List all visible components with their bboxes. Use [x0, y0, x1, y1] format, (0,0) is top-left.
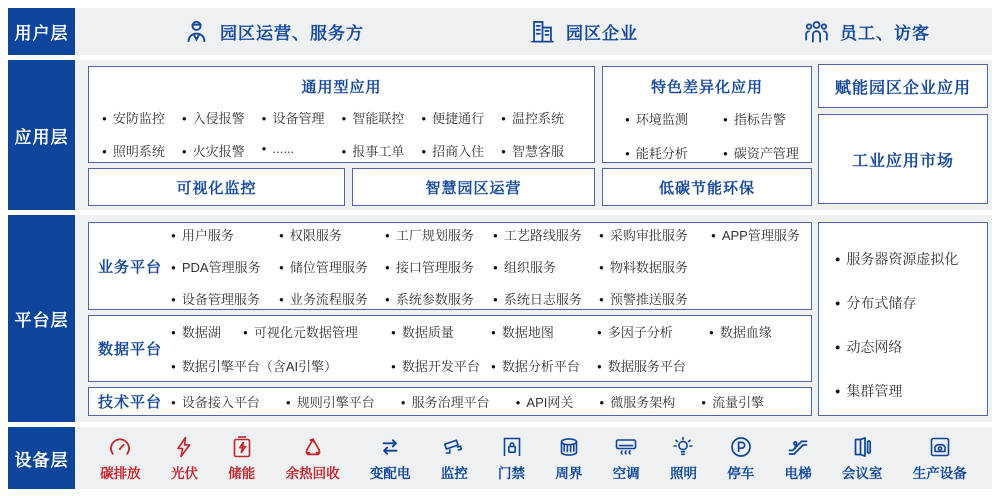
people-group-icon [803, 18, 830, 45]
perimeter-icon [556, 435, 582, 459]
layer-label-platform: 平台层 [8, 215, 75, 422]
building-icon [529, 18, 556, 45]
service-item: ● 可视化元数据管理 [243, 322, 391, 341]
device-item [441, 435, 468, 482]
item-row [603, 143, 811, 162]
service-item: ● 数据质量 [391, 322, 491, 341]
service-item: ● 分布式储存 [835, 293, 987, 313]
layer-label-user: 用户层 [8, 8, 75, 55]
device-item [100, 435, 141, 482]
service-item: ● 照明系统 [102, 141, 182, 160]
service-item: ● API网关 [516, 392, 574, 411]
platform-layer-band [8, 215, 992, 422]
service-item: ● 服务器资源虚拟化 [835, 249, 987, 269]
business-platform-box [88, 222, 812, 310]
item-row [89, 108, 594, 127]
item-row [603, 109, 811, 128]
service-item: ● 多因子分析 [597, 322, 709, 341]
service-item: ● 温控系统 [501, 108, 581, 127]
empower-enterprise-box [818, 64, 988, 108]
service-item: ● 数据分析平台 [491, 356, 597, 375]
industrial-market-label: 工业应用市场 [851, 152, 954, 170]
device-item [286, 435, 340, 482]
device-item [727, 435, 754, 482]
user-layer-groups [75, 8, 992, 55]
low-carbon-label: 低碳节能环保 [658, 179, 755, 197]
data-platform-grid [171, 316, 811, 381]
business-platform-title: 业务平台 [97, 258, 162, 276]
tech-platform-items [171, 392, 811, 411]
battery-storage-icon [229, 435, 255, 459]
service-item: ● 工厂规划服务 [385, 225, 493, 244]
user-group-label: 员工、访客 [840, 24, 930, 43]
service-item: ● 智慧客服 [501, 141, 581, 160]
service-item: ● 用户服务 [171, 225, 279, 244]
device-label: 生产设备 [912, 465, 967, 481]
service-item: ● 数据开发平台 [391, 356, 491, 375]
service-item: ● 报事工单 [342, 141, 422, 160]
smart-park-ops-label: 智慧园区运营 [425, 179, 522, 197]
service-item: ● 智能联控 [342, 108, 422, 127]
service-item: ● 入侵报警 [182, 108, 262, 127]
visual-monitoring-label: 可视化监控 [176, 179, 257, 197]
device-item [670, 435, 697, 482]
device-label: 周界 [555, 465, 583, 481]
service-item: ● 组织服务 [493, 257, 599, 276]
service-item: ● 设备管理 [262, 108, 342, 127]
general-apps-title: 通用型应用 [301, 79, 382, 96]
service-item: ● 工艺路线服务 [493, 225, 599, 244]
empower-enterprise-label: 赋能园区企业应用 [834, 79, 971, 97]
service-item: ● APP管理服务 [711, 225, 811, 244]
service-item: ● 数据地图 [491, 322, 597, 341]
service-item: ● 业务流程服务 [279, 289, 385, 308]
escalator-icon [785, 435, 811, 459]
device-label: 变配电 [369, 465, 411, 481]
service-item: ● 碳资产管理 [723, 143, 811, 162]
service-item: ● 招商入住 [421, 141, 501, 160]
service-item: ● 安防监控 [102, 108, 182, 127]
infrastructure-box [818, 222, 988, 416]
tech-platform-box [88, 387, 812, 416]
tech-platform-title: 技术平台 [97, 394, 162, 411]
service-item: ● 规则引擎平台 [286, 392, 375, 411]
device-label: 碳排放 [100, 465, 141, 481]
service-item: ● PDA管理服务 [171, 257, 279, 276]
device-item [228, 435, 255, 482]
device-item [370, 435, 411, 482]
device-label: 空调 [612, 465, 640, 481]
user-group [529, 18, 638, 45]
service-item: ● 预警推送服务 [599, 289, 711, 308]
low-carbon-box [602, 168, 812, 206]
service-item: ● 系统参数服务 [385, 289, 493, 308]
device-label: 停车 [727, 465, 755, 481]
machine-icon [927, 435, 953, 459]
visual-monitoring-box [88, 168, 345, 206]
service-item: ● 集群管理 [835, 381, 987, 401]
device-item [842, 435, 883, 482]
service-item: ● ...... [262, 141, 342, 160]
service-item: ● 数据服务平台 [597, 356, 709, 375]
device-item [498, 435, 525, 482]
user-group [183, 18, 364, 45]
data-platform-box [88, 315, 812, 382]
service-item: ● 数据湖 [171, 322, 243, 341]
user-group [803, 18, 930, 45]
user-group-label: 园区运营、服务方 [220, 24, 364, 43]
device-item [785, 435, 812, 482]
service-item: ● 物料数据服务 [599, 257, 711, 276]
service-item: ● 能耗分析 [625, 143, 723, 162]
device-label: 储能 [228, 465, 256, 481]
service-item: ● 接口管理服务 [385, 257, 493, 276]
service-item: ● 流量引擎 [701, 392, 764, 411]
recycle-icon [300, 435, 326, 459]
parking-icon [728, 435, 754, 459]
service-item: ● 服务治理平台 [401, 392, 490, 411]
service-item: ● 储位管理服务 [279, 257, 385, 276]
transfer-arrows-icon [377, 435, 403, 459]
device-item [555, 435, 582, 482]
business-platform-grid [171, 223, 811, 309]
cctv-icon [441, 435, 467, 459]
service-item: ● 采购审批服务 [599, 225, 711, 244]
light-icon [670, 435, 696, 459]
service-item: ● 微服务架构 [599, 392, 675, 411]
service-item: ● 设备管理服务 [171, 289, 279, 308]
device-item [613, 435, 640, 482]
smart-park-ops-box [352, 168, 595, 206]
device-label: 门禁 [498, 465, 526, 481]
service-item: ● 数据血缘 [709, 322, 811, 341]
service-item: ● 便捷通行 [421, 108, 501, 127]
device-label: 余热回收 [285, 465, 340, 481]
general-apps-grid [89, 108, 594, 160]
gauge-icon [107, 435, 133, 459]
device-label: 光伏 [170, 465, 198, 481]
special-apps-box [602, 66, 812, 163]
service-item: ● 数据引擎平台（含AI引擎） [171, 356, 391, 375]
device-label: 监控 [440, 465, 468, 481]
infrastructure-list [819, 223, 987, 401]
device-item [171, 435, 198, 482]
layer-label-app: 应用层 [8, 60, 75, 210]
service-item: ● 火灾报警 [182, 141, 262, 160]
app-layer-band [8, 60, 992, 210]
device-item [913, 435, 967, 482]
worker-icon [183, 18, 210, 45]
device-layer-band [8, 427, 992, 489]
user-layer-band [8, 8, 992, 55]
service-item [711, 289, 811, 308]
device-label: 电梯 [784, 465, 812, 481]
meeting-room-icon [849, 435, 875, 459]
device-label: 照明 [669, 465, 697, 481]
service-item [711, 257, 811, 276]
device-label: 会议室 [841, 465, 883, 481]
service-item: ● 动态网络 [835, 337, 987, 357]
item-row [89, 141, 594, 160]
device-layer-items [75, 427, 992, 489]
general-apps-box [88, 66, 595, 163]
service-item: ● 指标告警 [723, 109, 811, 128]
layer-label-device: 设备层 [8, 427, 75, 489]
data-platform-title: 数据平台 [97, 341, 162, 358]
service-item: ● 环境监测 [625, 109, 723, 128]
special-apps-title: 特色差异化应用 [650, 79, 763, 96]
service-item: ● 设备接入平台 [171, 392, 260, 411]
industrial-market-box [818, 114, 988, 204]
service-item: ● 权限服务 [279, 225, 385, 244]
service-item: ● 系统日志服务 [493, 289, 599, 308]
user-group-label: 园区企业 [566, 24, 638, 43]
special-apps-grid [603, 109, 811, 162]
door-lock-icon [499, 435, 525, 459]
lightning-icon [171, 435, 197, 459]
air-conditioner-icon [613, 435, 639, 459]
